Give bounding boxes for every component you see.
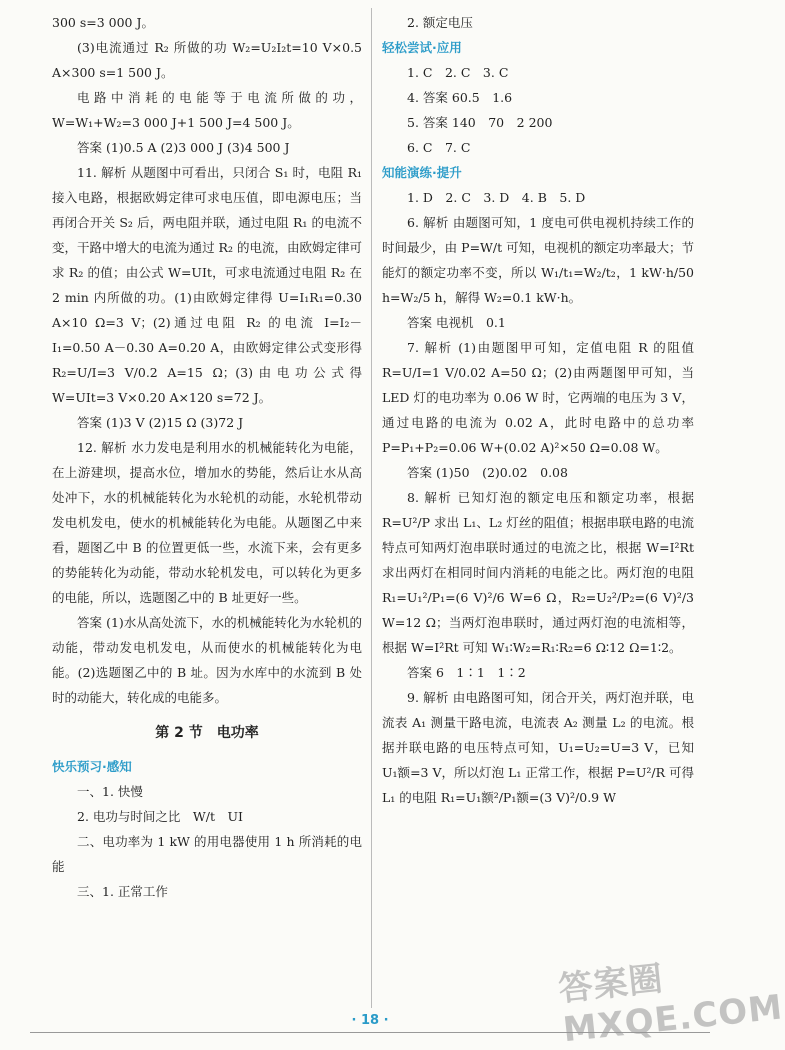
right-paragraph: 1. D 2. C 3. D 4. B 5. D bbox=[407, 190, 586, 205]
left-section-heading: 快乐预习·感知 bbox=[52, 759, 132, 774]
left-paragraph: 答案 (1)3 V (2)15 Ω (3)72 J bbox=[77, 415, 244, 430]
left-paragraph: (3)电流通过 R₂ 所做的功 W₂=U₂I₂t=10 V×0.5 A×300 s=1 500 J。 bbox=[52, 40, 362, 80]
page-number-value: 18 bbox=[360, 1013, 380, 1028]
left-paragraph: 三、1. 正常工作 bbox=[77, 884, 168, 899]
right-paragraph: 答案 电视机 0.1 bbox=[407, 315, 506, 330]
left-section-title: 第 2 节 电功率 bbox=[155, 725, 259, 741]
right-section-heading: 知能演练·提升 bbox=[382, 165, 462, 180]
left-paragraph: 电路中消耗的电能等于电流所做的功，W=W₁+W₂=3 000 J+1 500 J=4 500 J。 bbox=[52, 90, 362, 130]
right-paragraph: 2. 额定电压 bbox=[407, 15, 473, 30]
right-paragraph: 7. 解析 (1)由题图甲可知，定值电阻 R 的阻值 R=U/I=1 V/0.02 A=50 Ω；(2)由两题图甲可知，当 LED 灯的电功率为 0.06 W 时，它两端的电压为 3 V，通过电路的电流为 0.02 A，此时电路中的总功率 P=P₁+P₂=0.06 W+(0.02 A)²×50 Ω=0.08 W。 bbox=[382, 340, 694, 455]
right-column bbox=[382, 10, 694, 810]
left-paragraph: 一、1. 快慢 bbox=[77, 784, 143, 799]
right-paragraph: 5. 答案 140 70 2 200 bbox=[407, 115, 553, 130]
right-paragraph: 6. 解析 由题图可知，1 度电可供电视机持续工作的时间最少，由 P=W/t 可知，电视机的额定功率最大；节能灯的额定功率不变，所以 W₁/t₁=W₂/t₂，1 kW·h/50 h=W₂/5 h，解得 W₂=0.1 kW·h。 bbox=[382, 215, 694, 305]
page-number: · 18 · bbox=[351, 1013, 389, 1028]
left-paragraph: 11. 解析 从题图中可看出，只闭合 S₁ 时，电阻 R₁ 接入电路，根据欧姆定律可求电压值，即电源电压；当再闭合开关 S₂ 后，两电阻并联，通过电阻 R₁ 的电流不变，干路中增大的电流为通过 R₂ 的电流，由欧姆定律可求 R₂ 的值；由公式 W=UIt，可求电流通过电阻 R₂ 在 2 min 内所做的功。(1)由欧姆定律得 U=I₁R₁=0.30 A×10 Ω=3 V；(2)通过电阻 R₂ 的电流 I=I₂－I₁=0.50 A－0.30 A=0.20 A，由欧姆定律公式变形得 R₂=U/I=3 V/0.2 A=15 Ω；(3)由电功公式得 W=UIt=3 V×0.20 A×120 s=72 J。 bbox=[52, 165, 362, 405]
left-paragraph: 300 s=3 000 J。 bbox=[52, 15, 154, 30]
left-column bbox=[52, 10, 362, 904]
left-paragraph: 答案 (1)水从高处流下，水的机械能转化为水轮机的动能，带动发电机发电，从而使水的机械能转化为电能。(2)选题图乙中的 B 址。因为水库中的水流到 B 处时的动能大，转化成的电能多。 bbox=[52, 615, 362, 705]
right-paragraph: 1. C 2. C 3. C bbox=[407, 65, 509, 80]
right-paragraph: 答案 (1)50 (2)0.02 0.08 bbox=[407, 465, 568, 480]
left-paragraph: 二、电功率为 1 kW 的用电器使用 1 h 所消耗的电能 bbox=[52, 834, 362, 874]
left-paragraph: 2. 电功与时间之比 W/t UI bbox=[77, 809, 243, 824]
column-divider bbox=[371, 8, 372, 1008]
right-paragraph: 4. 答案 60.5 1.6 bbox=[407, 90, 513, 105]
right-section-heading: 轻松尝试·应用 bbox=[382, 40, 462, 55]
left-paragraph: 答案 (1)0.5 A (2)3 000 J (3)4 500 J bbox=[77, 140, 290, 155]
right-paragraph: 答案 6 1∶1 1∶2 bbox=[407, 665, 526, 680]
left-paragraph: 12. 解析 水力发电是利用水的机械能转化为电能，在上游建坝，提高水位，增加水的势能，然后让水从高处冲下，水的机械能转化为水轮机的动能，水轮机带动发电机发电，使水的机械能转化为电能。从题图乙中来看，题图乙中 B 的位置更低一些，水流下来，会有更多的势能转化为动能，带动水轮机发电，可以转化为更多的电能，所以，选题图乙中的 B 址更好一些。 bbox=[52, 440, 362, 605]
right-paragraph: 6. C 7. C bbox=[407, 140, 471, 155]
right-paragraph: 9. 解析 由电路图可知，闭合开关，两灯泡并联，电流表 A₁ 测量干路电流，电流表 A₂ 测量 L₂ 的电流。根据并联电路的电压特点可知，U₁=U₂=U=3 V，已知 U₁额=3 V，所以灯泡 L₁ 正常工作，根据 P=U²/R 可得 L₁ 的电阻 R₁=U₁额²/P₁额=(3 V)²/0.9 W bbox=[382, 690, 694, 805]
right-paragraph: 8. 解析 已知灯泡的额定电压和额定功率，根据 R=U²/P 求出 L₁、L₂ 灯丝的阻值；根据串联电路的电流特点可知两灯泡串联时通过的电流之比，根据 W=I²Rt 求出两灯在相同时间内消耗的电能之比。两灯泡的电阻 R₁=U₁²/P₁=(6 V)²/6 W=6 Ω，R₂=U₂²/P₂=(6 V)²/3 W=12 Ω；当两灯泡串联时，通过两灯泡的电流相等，根据 W=I²Rt 可知 W₁∶W₂=R₁∶R₂=6 Ω∶12 Ω=1∶2。 bbox=[382, 490, 694, 655]
watermark-logo: 答案圈 MXQE.COM bbox=[556, 958, 785, 1050]
